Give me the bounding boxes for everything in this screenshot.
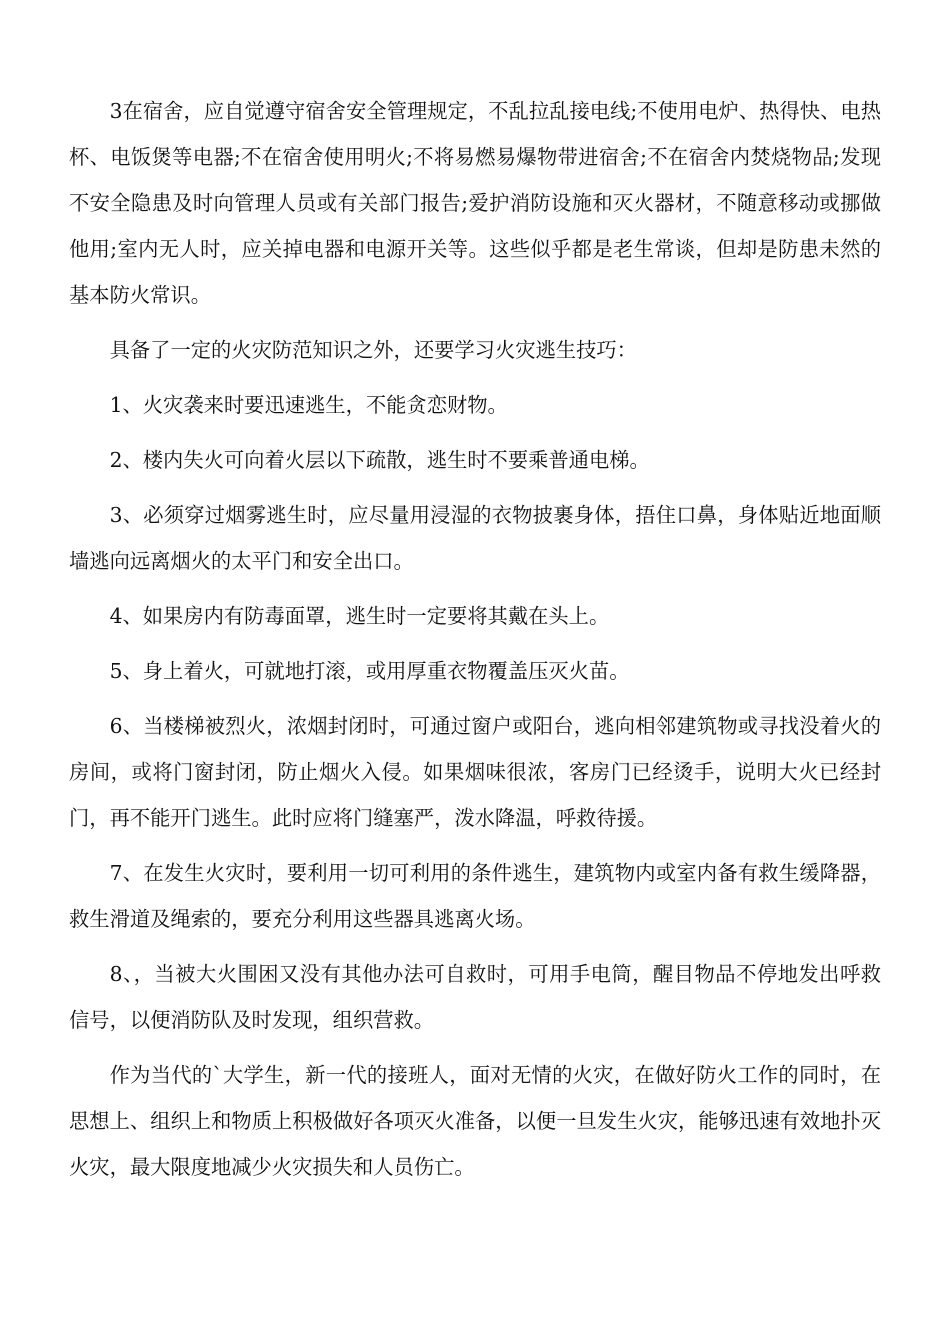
paragraph-tip-2: 2、楼内失火可向着火层以下疏散，逃生时不要乘普通电梯。 xyxy=(109,448,650,472)
paragraph-tip-6: 6、当楼梯被烈火，浓烟封闭时，可通过窗户或阳台，逃向相邻建筑物或寻找没着火的房间，或将门窗封闭，防止烟火入侵。如果烟味很浓，客房门已经烫手，说明大火已经封门，再不能开门逃生。此时应将门缝塞严，泼水降温，呼救待援。 xyxy=(69,714,881,830)
paragraph-dormitory-safety: 3在宿舍，应自觉遵守宿舍安全管理规定，不乱拉乱接电线;不使用电炉、热得快、电热杯、电饭煲等电器;不在宿舍使用明火;不将易燃易爆物带进宿舍;不在宿舍内焚烧物品;发现不安全隐患及时向管理人员或有关部门报告;爱护消防设施和灭火器材，不随意移动或挪做他用;室内无人时，应关掉电器和电源开关等。这些似乎都是老生常谈，但却是防患未然的基本防火常识。 xyxy=(69,99,881,307)
paragraph-tip-8: 8、，当被大火围困又没有其他办法可自救时，可用手电筒，醒目物品不停地发出呼救信号，以便消防队及时发现，组织营救。 xyxy=(69,962,881,1032)
paragraph-tip-5: 5、身上着火，可就地打滚，或用厚重衣物覆盖压灭火苗。 xyxy=(109,659,630,683)
paragraph-tip-4: 4、如果房内有防毒面罩，逃生时一定要将其戴在头上。 xyxy=(109,604,610,628)
paragraph-tip-7: 7、在发生火灾时，要利用一切可利用的条件逃生，建筑物内或室内备有救生缓降器，救生滑道及绳索的，要充分利用这些器具逃离火场。 xyxy=(69,861,881,931)
paragraph-escape-intro: 具备了一定的火灾防范知识之外，还要学习火灾逃生技巧： xyxy=(109,338,637,362)
paragraph-conclusion: 作为当代的`大学生，新一代的接班人，面对无情的火灾，在做好防火工作的同时，在思想上、组织上和物质上积极做好各项灭火准备，以便一旦发生火灾，能够迅速有效地扑灭火灾，最大限度地减少火灾损失和人员伤亡。 xyxy=(69,1063,881,1179)
paragraph-tip-1: 1、火灾袭来时要迅速逃生，不能贪恋财物。 xyxy=(109,393,508,417)
paragraph-tip-3: 3、必须穿过烟雾逃生时，应尽量用浸湿的衣物披裹身体，捂住口鼻，身体贴近地面顺墙逃向远离烟火的太平门和安全出口。 xyxy=(69,503,881,573)
document-page xyxy=(69,88,881,1199)
